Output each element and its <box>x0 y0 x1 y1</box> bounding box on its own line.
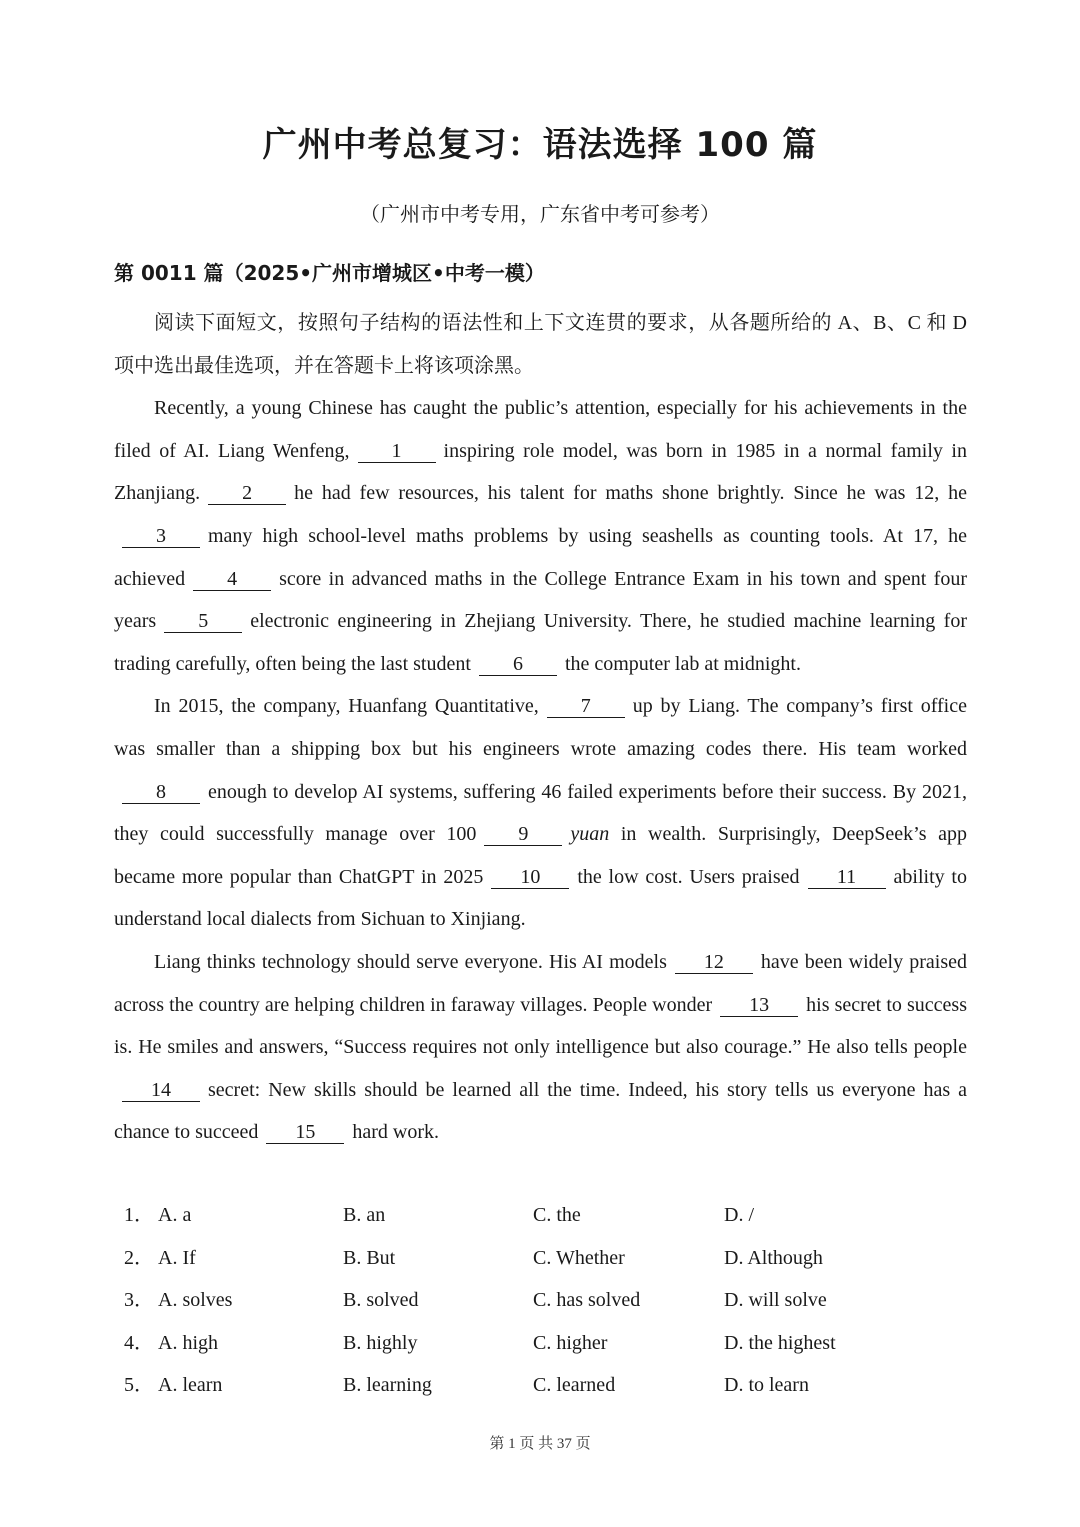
blank-4: 4 <box>193 568 271 591</box>
blank-13: 13 <box>720 994 798 1017</box>
passage-text: his secret to success is. He smiles and answers, “Success requires not only intelligence but also courage.” He also tells people <box>114 993 968 1059</box>
option-d: D. / <box>724 1204 754 1226</box>
question-number: 2． <box>124 1246 154 1269</box>
blank-12: 12 <box>675 951 753 974</box>
option-a: A. solves <box>158 1289 233 1312</box>
option-c: C. learned <box>533 1374 616 1397</box>
blank-11: 11 <box>808 866 886 889</box>
passage-text: have been widely praised across the country are helping children in faraway villages. People wonder <box>114 950 967 1016</box>
blank-6: 6 <box>479 653 557 676</box>
blank-14: 14 <box>122 1079 200 1102</box>
blank-8: 8 <box>122 781 200 804</box>
instruction-paragraph: 阅读下面短文，按照句子结构的语法性和上下文连贯的要求，从各题所给的 A、B、C 和 D 项中选出最佳选项，并在答题卡上将该项涂黑。 <box>114 312 967 377</box>
passage-text: up by Liang. The company’s first office was smaller than a shipping box but his engineers wrote amazing codes there. His team worked <box>114 695 967 760</box>
option-c: C. the <box>533 1204 581 1226</box>
blank-15: 15 <box>266 1121 344 1144</box>
option-d: D. the highest <box>724 1331 836 1354</box>
page-subtitle: （广州市中考专用，广东省中考可参考） <box>360 204 720 226</box>
option-c: C. higher <box>533 1331 608 1354</box>
blank-1: 1 <box>358 440 436 463</box>
passage-text: enough to develop AI systems, suffering 46 failed experiments before their success. By 2021, they could successfully manage over 100 <box>114 780 967 846</box>
page-footer: 第 1 页 共 37 页 <box>489 1436 591 1452</box>
question-number: 4． <box>124 1331 154 1354</box>
option-a: A. learn <box>158 1374 223 1397</box>
passage-text: Liang thinks technology should serve everyone. His AI models <box>154 950 667 973</box>
option-d: D. to learn <box>724 1374 809 1397</box>
option-row <box>124 1322 967 1365</box>
passage-body <box>114 302 967 1154</box>
option-row <box>124 1237 967 1280</box>
option-d: D. Although <box>724 1246 823 1269</box>
option-c: C. has solved <box>533 1289 641 1312</box>
passage-paragraph-2 <box>114 685 967 941</box>
passage-text: in wealth. Surprisingly, DeepSeek’s app became more popular than ChatGPT in 2025 <box>114 823 967 888</box>
question-number: 5． <box>124 1374 154 1397</box>
option-a: A. a <box>158 1204 192 1226</box>
passage-italic-text: yuan <box>570 823 610 846</box>
passage-text: ability to understand local dialects from Sichuan to Xinjiang. <box>114 865 967 931</box>
option-a: A. high <box>158 1331 218 1354</box>
blank-10: 10 <box>491 866 569 889</box>
passage-text: many high school-level maths problems by using seashells as counting tools. At 17, he achieved <box>114 524 967 590</box>
passage-paragraph-1 <box>114 387 967 685</box>
option-b: B. learning <box>343 1374 432 1397</box>
option-c: C. Whether <box>533 1246 625 1269</box>
option-b: B. But <box>343 1246 396 1269</box>
passage-text: electronic engineering in Zhejiang University. There, he studied machine learning for trading carefully, often being the last student <box>114 610 967 675</box>
option-a: A. If <box>158 1246 196 1269</box>
blank-2: 2 <box>208 482 286 505</box>
blank-3: 3 <box>122 525 200 548</box>
section-heading: 第 0011 篇（2025•广州市增城区•中考一模） <box>114 261 545 285</box>
option-row <box>124 1194 967 1237</box>
option-b: B. solved <box>343 1289 419 1312</box>
passage-text: secret: New skills should be learned all the time. Indeed, his story tells us everyone has a chance to succeed <box>114 1078 967 1144</box>
option-b: B. an <box>343 1204 386 1226</box>
passage-text: hard work. <box>352 1121 439 1144</box>
blank-9: 9 <box>484 823 562 846</box>
passage-text: In 2015, the company, Huanfang Quantitative, <box>154 695 539 718</box>
passage-text: inspiring role model, was born in 1985 in a normal family in Zhanjiang. <box>114 439 967 505</box>
blank-7: 7 <box>547 695 625 718</box>
option-b: B. highly <box>343 1331 418 1354</box>
page-title: 广州中考总复习：语法选择 100 篇 <box>262 125 818 165</box>
question-number: 1． <box>124 1204 154 1226</box>
option-d: D. will solve <box>724 1289 827 1312</box>
passage-text: the low cost. Users praised <box>577 865 800 888</box>
passage-text: the computer lab at midnight. <box>564 652 801 675</box>
blank-5: 5 <box>164 610 242 633</box>
answer-options <box>124 1194 967 1407</box>
passage-text: Recently, a young Chinese has caught the public’s attention, especially for his achievements in the filed of AI. Liang Wenfeng, <box>114 397 967 462</box>
passage-text: score in advanced maths in the College Entrance Exam in his town and spent four years <box>114 567 967 633</box>
passage-paragraph-3 <box>114 941 967 1154</box>
option-row <box>124 1364 967 1407</box>
option-row <box>124 1279 967 1322</box>
passage-text: he had few resources, his talent for maths shone brightly. Since he was 12, he <box>294 482 967 505</box>
question-number: 3． <box>124 1289 154 1312</box>
